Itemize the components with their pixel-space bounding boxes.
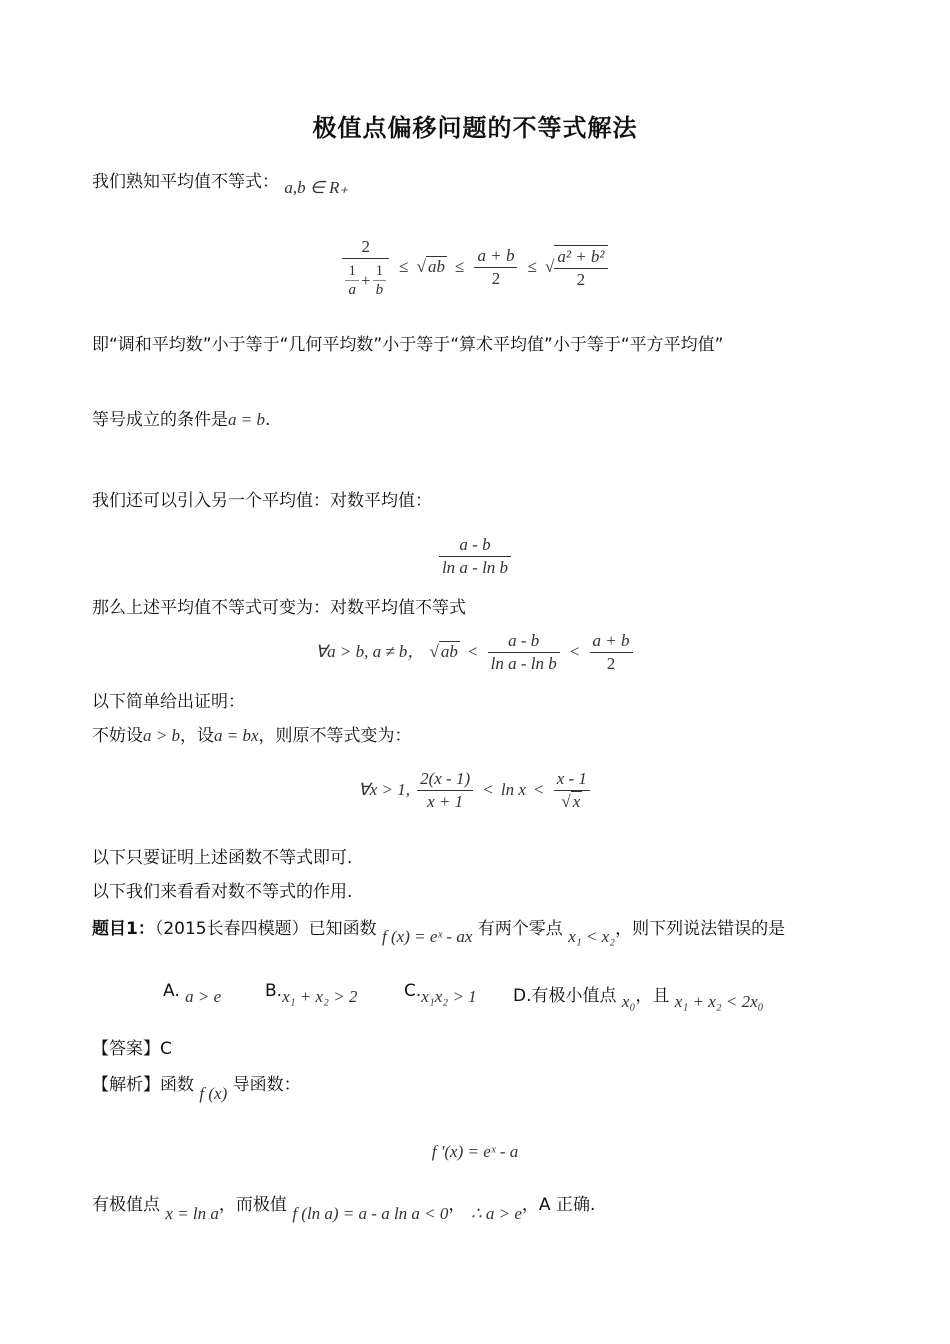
sqrt-ab: √ ab: [429, 642, 458, 661]
quadratic-mean-root: √ $\frac{\text{a² + b²}}{2}$: [545, 257, 610, 276]
fraction-numerator: 2: [361, 237, 371, 256]
log-mean-fraction: $\frac{a - b}{\text{ln a - ln b}}$: [439, 534, 511, 579]
sqrt-ab: √ ab: [416, 257, 445, 276]
paragraph-log-mean-inequality: 那么上述平均值不等式可变为：对数平均值不等式: [92, 598, 466, 618]
option-c: C.x₁x₂ > 1: [404, 981, 477, 1006]
paragraph-substitution: 不妨设a > b，设a = bx，则原不等式变为：: [92, 726, 412, 746]
math-equality: a = b: [228, 410, 265, 429]
paragraph-proof-note: 以下只要证明上述函数不等式即可.: [92, 848, 353, 868]
math-condition: a,b ∈ R₊: [284, 178, 349, 197]
problem-label: 题目1: [92, 919, 138, 939]
extremum-line: 有极值点 x = ln a，而极值 f (ln a) = a - a ln a < 0， ∴ a > e，A 正确.: [92, 1195, 596, 1223]
harmonic-mean-fraction: [342, 236, 389, 299]
paragraph-text: 我们熟知平均值不等式：: [92, 172, 279, 192]
derivative-formula: f '(x) = eˣ - a: [431, 1142, 519, 1161]
arithmetic-mean-fraction: $\frac{a + b}{2}$: [474, 245, 517, 290]
analysis-line: 【解析】函数 f (x) 导函数：: [92, 1075, 301, 1103]
paragraph-usage-note: 以下我们来看看对数不等式的作用.: [92, 882, 353, 902]
option-b: B.x₁ + x₂ > 2: [265, 981, 358, 1006]
option-a: A. a > e: [163, 981, 222, 1006]
mean-inequality-formula: 2 $\frac{1}{a}$ + $\frac{1}{b}$ ≤ √ ab ≤ $\frac{a + b}{2}$ ≤ √ $\frac{\text{a² + b²}}{2}$: [0, 236, 950, 299]
fraction-denominator: $\frac{1}{a}$ + $\frac{1}{b}$: [342, 259, 389, 299]
paragraph-proof-intro: 以下简单给出证明：: [92, 692, 245, 712]
document-title: 极值点偏移问题的不等式解法: [312, 114, 638, 142]
function-inequality-formula: ∀x > 1, $\frac{2(x - 1)}{x + 1}$ < ln x < $\frac{x - 1}{√ x}$: [0, 768, 950, 813]
math-function: f (x) = eˣ - ax: [382, 927, 473, 946]
answer-line: 【答案】C: [92, 1039, 172, 1059]
option-d: D.有极小值点 x₀，且 x₁ + x₂ < 2x₀: [513, 986, 764, 1011]
math-zeros: x₁ < x₂: [568, 927, 616, 946]
paragraph-log-mean-intro: 我们还可以引入另一个平均值：对数平均值：: [92, 491, 432, 511]
log-mean-inequality-formula: ∀a > b, a ≠ b， √ ab < $\frac{a - b}{\text{ln a - ln b}}$ < $\frac{a + b}{2}$: [0, 630, 950, 675]
paragraph-mean-order: 即“调和平均数”小于等于“几何平均数”小于等于“算术平均值”小于等于“平方平均值”: [92, 335, 724, 355]
log-mean-formula: [0, 534, 950, 579]
math-condition: ∀a > b, a ≠ b，: [315, 642, 425, 661]
paragraph-mean-inequality: [92, 170, 349, 197]
problem-statement: 题目1：（2015长春四模题）已知函数 f (x) = eˣ - ax 有两个零点 x₁ < x₂，则下列说法错误的是: [92, 919, 786, 946]
paragraph-equality-condition: 等号成立的条件是a = b.: [92, 410, 271, 430]
